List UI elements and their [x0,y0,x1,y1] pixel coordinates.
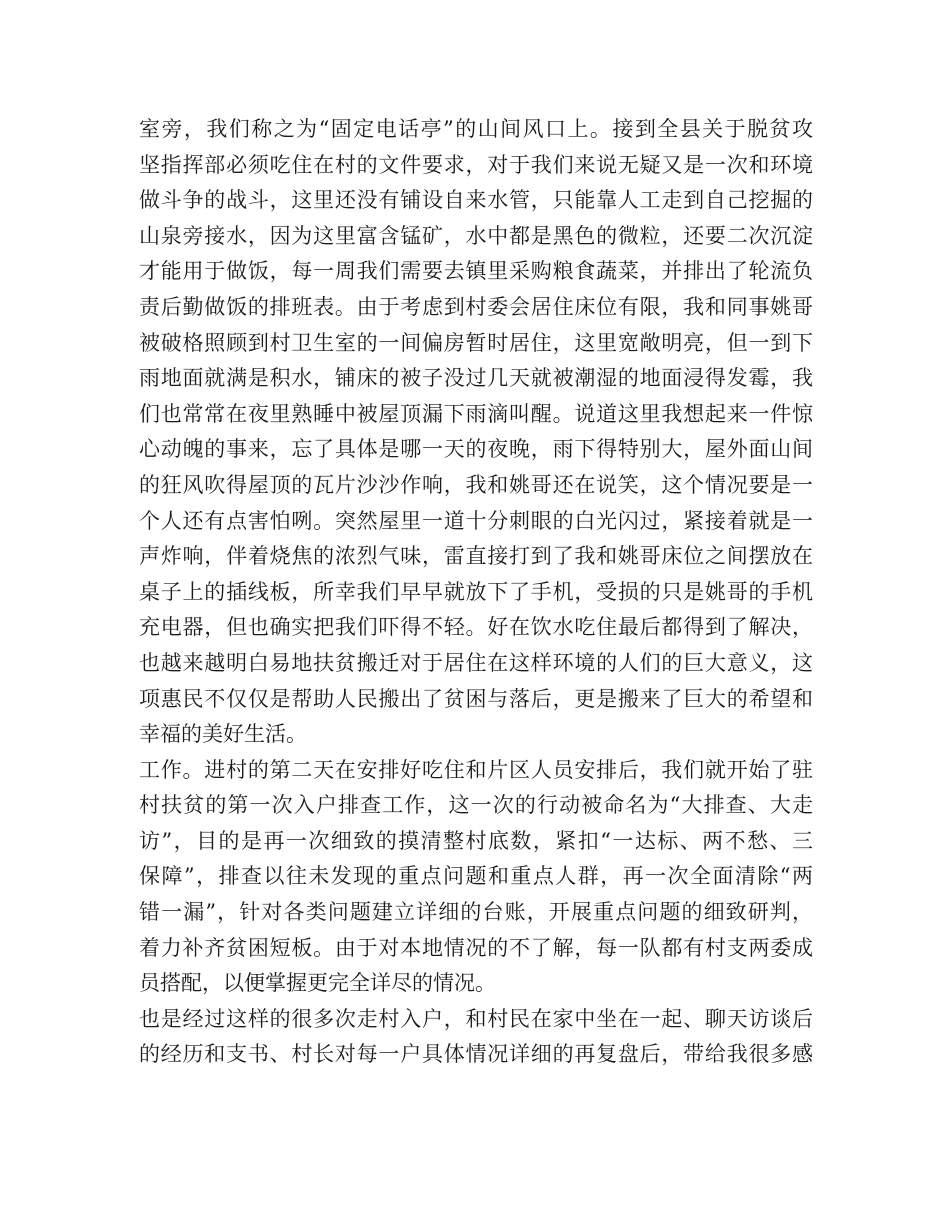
text-line: 桌子上的插线板，所幸我们早早就放下了手机，受损的只是姚哥的手机 [139,579,813,604]
text-line: 才能用于做饭，每一周我们需要去镇里采购粮食蔬菜，并排出了轮流负 [139,259,813,284]
text-line: 山泉旁接水，因为这里富含锰矿，水中都是黑色的微粒，还要二次沉淀 [139,223,813,248]
paragraph-3 [139,1002,813,1073]
text-line: 的狂风吹得屋顶的瓦片沙沙作响，我和姚哥还在说笑，这个情况要是一 [139,472,813,497]
text-line: 员搭配，以便掌握更完全详尽的情况。 [139,971,496,996]
text-line: 访”，目的是再一次细致的摸清整村底数，紧扣“一达标、两不愁、三 [139,828,813,853]
text-line: 责后勤做饭的排班表。由于考虑到村委会居住床位有限，我和同事姚哥 [139,294,813,319]
text-line: 个人还有点害怕咧。突然屋里一道十分刺眼的白光闪过，紧接着就是一 [139,508,813,533]
text-line: 村扶贫的第一次入户排查工作，这一次的行动被命名为“大排查、大走 [139,793,813,818]
paragraph-1 [139,112,813,753]
text-line: 错一漏”，针对各类问题建立详细的台账，开展重点问题的细致研判， [139,900,813,925]
paragraph-2 [139,753,813,1002]
text-line: 雨地面就满是积水，铺床的被子没过几天就被潮湿的地面浸得发霉，我 [139,366,813,391]
text-line: 充电器，但也确实把我们吓得不轻。好在饮水吃住最后都得到了解决， [139,615,813,640]
text-line: 声炸响，伴着烧焦的浓烈气味，雷直接打到了我和姚哥床位之间摆放在 [139,544,813,569]
text-line: 坚指挥部必须吃住在村的文件要求，对于我们来说无疑又是一次和环境 [139,152,813,177]
text-line: 工作。进村的第二天在安排好吃住和片区人员安排后，我们就开始了驻 [139,757,813,782]
text-line: 也是经过这样的很多次走村入户，和村民在家中坐在一起、聊天访谈后 [139,1006,813,1031]
text-line: 们也常常在夜里熟睡中被屋顶漏下雨滴叫醒。说道这里我想起来一件惊 [139,401,813,426]
text-line: 保障”，排查以往未发现的重点问题和重点人群，再一次全面清除“两 [139,864,813,889]
document-body [139,112,813,1073]
text-line: 做斗争的战斗，这里还没有铺设自来水管，只能靠人工走到自己挖掘的 [139,188,813,213]
text-line: 项惠民不仅仅是帮助人民搬出了贫困与落后，更是搬来了巨大的希望和 [139,686,813,711]
text-line: 的经历和支书、村长对每一户具体情况详细的再复盘后，带给我很多感 [139,1042,813,1067]
text-line: 也越来越明白易地扶贫搬迁对于居住在这样环境的人们的巨大意义，这 [139,650,813,675]
text-line: 被破格照顾到村卫生室的一间偏房暂时居住，这里宽敞明亮，但一到下 [139,330,813,355]
text-line: 心动魄的事来，忘了具体是哪一天的夜晚，雨下得特别大，屋外面山间 [139,437,813,462]
text-line: 着力补齐贫困短板。由于对本地情况的不了解，每一队都有村支两委成 [139,935,813,960]
text-line: 幸福的美好生活。 [139,722,307,747]
text-line: 室旁，我们称之为“固定电话亭”的山间风口上。接到全县关于脱贫攻 [139,117,813,141]
